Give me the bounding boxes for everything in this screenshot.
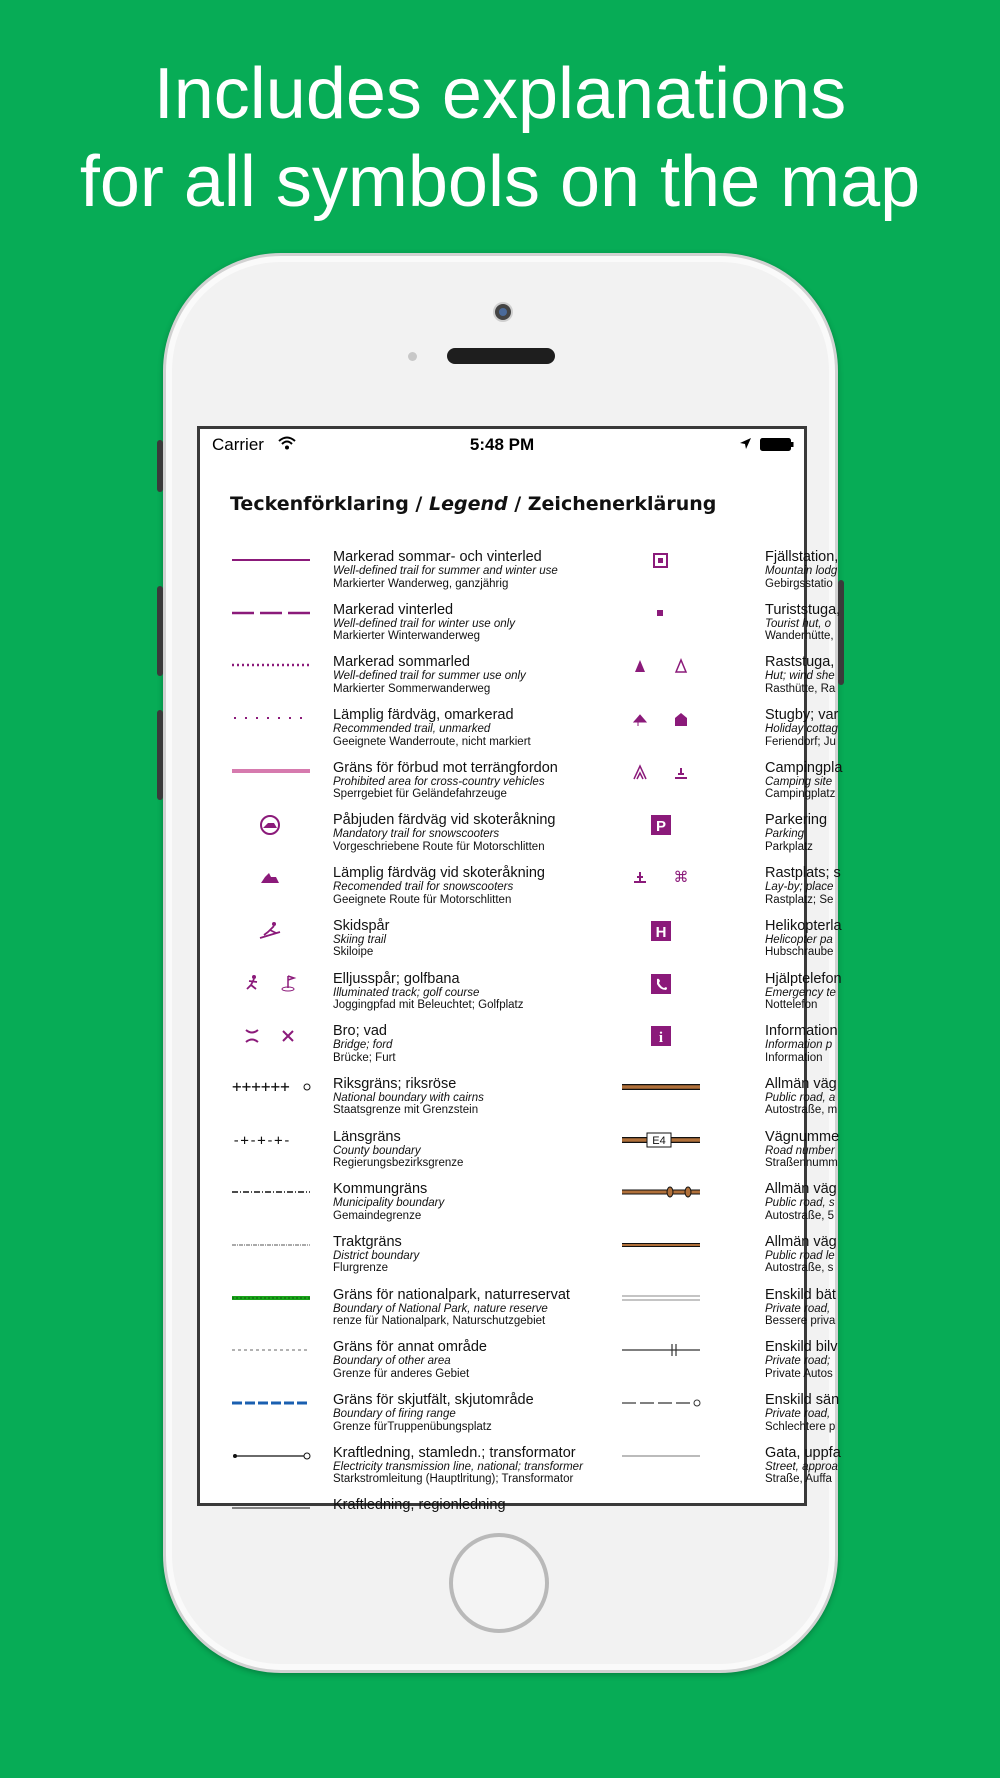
legend-label-en: Lay-by; place [765,881,834,894]
legend-label-de: Autostraße, 5 [765,1209,835,1222]
legend-row-text [765,603,965,643]
phone-screen [197,426,843,1514]
legend-label-de: Gebirgsstatio [765,577,833,590]
firing-range-line-icon [230,1395,312,1417]
legend-row-text [765,919,965,959]
legend-row-camping-icon [620,761,920,814]
legend-label-en: Well-defined trail for summer and winter use [333,565,558,577]
legend-row-runner-golf-icon [200,972,620,1025]
legend-row-text [333,919,633,959]
legend-label-sv: Helikopterla [765,917,842,934]
legend-label-de: Sperrgebiet für Geländefahrzeuge [333,788,507,801]
legend-label-en: Emergency te [765,986,836,999]
legend-row-pink-thick-line [200,761,620,814]
volume-up-button [157,586,163,676]
tourist-hut-icon [620,605,702,627]
dashed-purple-line-icon [230,605,312,627]
legend-label-en: Parking [765,828,804,841]
legend-row-dashed-purple-line [200,603,620,656]
legend-row-private-road-line [620,1288,920,1341]
legend-row-district-boundary-line [200,1235,620,1288]
legend-row-other-boundary-line [200,1340,620,1393]
legend-label-en: Helicopter pa [765,933,833,946]
legend-label-de: Rasthütte, Ra [765,682,836,695]
legend-label-en: Road number [765,1144,835,1157]
emergency-phone-icon [620,974,702,996]
legend-label-de: Flurgrenze [333,1262,388,1275]
legend-label-de: Markierter Sommerwanderweg [333,682,491,695]
legend-label-en: Hut; wind she [765,670,835,683]
bridge-ford-icon [230,1026,312,1048]
legend-row-helipad-icon [620,919,920,972]
legend-label-sv: Skidspår [333,917,390,934]
svg-text:i: i [658,1030,664,1047]
legend-row-snowscooter-circle-icon [200,813,620,866]
legend-label-de: Staatsgrenze mit Grenzstein [333,1104,479,1117]
snowscooter-circle-icon [230,815,312,837]
legend-row-snowscooter-icon [200,866,620,919]
legend-label-sv: Kraftledning, regionledning [333,1497,506,1514]
legend-label-sv: Hjälptelefon [765,970,842,987]
legend-row-text [333,1182,633,1222]
legend-label-en: National boundary with cairns [333,1091,484,1104]
legend-row-text [765,1182,965,1222]
legend-label-de: Brücke; Furt [333,1051,396,1064]
legend-label-de: Parkplatz [765,840,813,853]
legend-row-text [333,708,633,748]
legend-label-en: Holiday cottag [765,723,838,736]
legend-label-sv: Allmän väg [765,1075,837,1092]
legend-row-rest-hut-icon [620,655,920,708]
legend-label-sv: Gräns för förbud mot terrängfordon [333,759,558,776]
legend-row-text [333,1446,633,1486]
legend-row-skier-icon [200,919,620,972]
dotted-purple-line-icon [230,657,312,679]
legend-row-text [765,655,965,695]
legend-label-sv: Markerad sommarled [333,654,470,671]
legend-label-sv: Elljusspår; golfbana [333,970,460,987]
solid-purple-line-icon [230,552,312,574]
legend-row-text [333,1077,633,1117]
legend-label-en: Illuminated track; golf course [333,986,480,999]
legend-row-text [333,1024,633,1064]
legend-label-sv: Gata, uppfa [765,1444,841,1461]
legend-label-sv: Stugby; var [765,707,839,724]
legend-row-text [765,1340,965,1380]
legend-row-text [333,813,633,853]
rest-hut-icon [620,657,702,679]
skier-icon [230,921,312,943]
legend-title [230,493,716,515]
legend-row-text [765,866,965,906]
status-time: 5:48 PM [469,435,535,454]
legend-label-en: Private road, [765,1302,831,1315]
legend-label-en: County boundary [333,1144,421,1157]
legend-label-sv: Turiststuga, [765,601,841,618]
legend-label-de: Regierungsbezirksgrenze [333,1157,464,1170]
legend-label-en: Street, approa [765,1460,838,1473]
legend-row-text [765,972,965,1012]
legend-row-information-icon [620,1024,920,1077]
legend-row-text [333,761,633,801]
private-road-line-icon [620,1290,702,1312]
legend-row-emergency-phone-icon [620,972,920,1025]
svg-text:++++++: ++++++ [232,1076,290,1096]
legend-label-de: Joggingpfad mit Beleuchtet; Golfplatz [333,999,524,1011]
legend-label-en: Public road le [765,1249,835,1262]
legend-left-column [200,550,620,1551]
legend-label-de: Skiloipe [333,946,374,959]
headline-line-1: Includes explanations [153,54,847,134]
legend-row-text [765,813,965,853]
district-boundary-line-icon [230,1237,312,1259]
legend-row-text [333,1235,633,1275]
mute-switch [157,440,163,492]
legend-row-text [765,1130,965,1170]
location-arrow-icon [739,437,752,450]
legend-label-en: Boundary of other area [333,1355,451,1368]
legend-row-text [765,761,965,801]
legend-label-de: Geeignete Wanderroute, nicht markiert [333,735,531,748]
legend-row-text [333,550,633,590]
legend-label-sv: Enskild bät [765,1286,836,1303]
legend-label-sv: Information [765,1023,838,1040]
legend-row-power-line [200,1446,620,1499]
legend-row-public-road-small-line [620,1235,920,1288]
legend-label-de: Straße, Auffa [765,1473,832,1486]
legend-label-de: Starkstromleitung (Hauptlritung); Transformator [333,1473,574,1486]
private-car-road-line-icon [620,1342,702,1364]
road-number-icon [620,1132,702,1154]
legend-label-sv: Lämplig färdväg, omarkerad [333,707,514,724]
legend-label-de: Gemaindegrenze [333,1209,422,1222]
legend-label-de: Autostraße, m [765,1104,838,1117]
private-poor-road-line-icon [620,1395,702,1417]
legend-row-public-road-narrow-line [620,1182,920,1235]
legend-title-sv: Teckenförklaring / [230,493,423,515]
legend-row-text [333,1393,633,1433]
legend-label-en: Municipality boundary [333,1197,445,1210]
status-bar [200,429,804,459]
legend-label-de: Markierter Wanderweg, ganzjährig [333,577,509,590]
legend-label-en: District boundary [333,1249,420,1262]
legend-label-de: Wanderhütte, [765,630,834,643]
legend-label-sv: Campingpla [765,759,843,776]
legend-label-de: Grenze für anderes Gebiet [333,1367,470,1380]
legend-row-street-line [620,1446,920,1499]
legend-row-county-boundary-line [200,1130,620,1183]
legend-label-en: Well-defined trail for winter use only [333,617,515,630]
legend-label-de: Geeignete Route für Motorschlitten [333,893,512,906]
svg-text:⌘: ⌘ [673,868,689,887]
legend-label-de: Grenze fürTruppenübungsplatz [333,1420,492,1433]
national-boundary-line-icon [230,1076,312,1101]
snowscooter-icon [230,868,312,890]
legend-label-sv: Enskild bilv [765,1339,838,1356]
legend-label-sv: Enskild sän [765,1392,840,1408]
legend-label-de: Hubschraube [765,946,834,959]
legend-label-en: Well-defined trail for summer use only [333,670,526,683]
legend-right-column [620,550,920,1498]
legend-row-municipality-boundary-line [200,1182,620,1235]
legend-row-text [333,1130,633,1170]
headline [0,50,1000,226]
legend-label-de: Campingplatz [765,788,836,801]
proximity-sensor [408,352,417,361]
legend-label-en: Mountain lodg [765,565,838,577]
legend-row-text [765,1235,965,1275]
legend-label-en: Public road, s [765,1197,835,1210]
county-boundary-line-icon [230,1132,312,1154]
legend-title-en: Legend [428,493,508,515]
legend-row-text [333,603,633,643]
legend-row-text [765,550,965,590]
legend-title-de: / Zeichenerklärung [514,493,717,515]
legend-label-en: Tourist hut, o [765,617,832,630]
legend-label-sv: Markerad sommar- och vinterled [333,549,542,565]
legend-row-text [765,1077,965,1117]
legend-label-en: Recommended trail, unmarked [333,723,491,736]
legend-label-en: Boundary of firing range [333,1408,456,1420]
earpiece-speaker [447,348,555,364]
legend-row-park-boundary-line [200,1288,620,1341]
legend-label-sv: Kraftledning, stamledn.; transformator [333,1444,576,1461]
legend-row-bridge-ford-icon [200,1024,620,1077]
legend-label-en: Skiing trail [333,933,387,946]
legend-row-text [333,972,633,1012]
legend-label-en: Mandatory trail for snowscooters [333,828,500,841]
legend-row-firing-range-line [200,1393,620,1446]
legend-row-national-boundary-line [200,1077,620,1130]
front-camera [493,302,513,322]
legend-row-text [765,1288,965,1328]
legend-label-sv: Vägnumme [765,1128,840,1145]
legend-row-tourist-hut-icon [620,603,920,656]
legend-row-text [765,708,965,748]
legend-label-sv: Gräns för skjutfält, skjutområde [333,1392,534,1408]
legend-row-private-poor-road-line [620,1393,920,1446]
legend-row-text [765,1393,965,1433]
legend-label-sv: Raststuga, [765,654,835,671]
legend-label-sv: Allmän väg [765,1181,837,1198]
legend-row-text [333,1288,633,1328]
legend-row-mountain-station-icon [620,550,920,603]
legend-label-sv: Kommungräns [333,1181,428,1198]
legend-label-en: Private road, [765,1408,831,1420]
rest-area-icon [620,868,702,890]
legend-label-en: Prohibited area for cross-country vehicles [333,775,545,788]
volume-down-button [157,710,163,800]
legend-label-de: Private Autos [765,1367,833,1380]
svg-text:-+-+-+-: -+-+-+- [232,1132,292,1149]
svg-text:E4: E4 [652,1134,666,1147]
runner-golf-icon [230,974,312,996]
legend-label-de: Vorgeschriebene Route für Motorschlitten [333,840,545,853]
street-line-icon [620,1448,702,1470]
public-road-line-icon [620,1079,702,1101]
legend-label-en: Information p [765,1039,833,1052]
legend-row-text [765,1024,965,1064]
legend-label-en: Bridge; ford [333,1039,393,1052]
legend-label-de: Straßennumm [765,1157,838,1170]
sparse-dotted-purple-line-icon [230,710,312,732]
legend-label-sv: Gräns för annat område [333,1339,487,1356]
legend-row-rest-area-icon [620,866,920,919]
legend-row-text [333,1340,633,1380]
legend-label-de: Schlechtere p [765,1420,836,1433]
legend-row-solid-purple-line [200,550,620,603]
carrier-label: Carrier [212,435,264,454]
svg-text:H: H [655,923,667,941]
legend-row-dotted-purple-line [200,655,620,708]
legend-label-sv: Rastplats; s [765,865,841,882]
cottage-village-icon [620,710,702,732]
pink-thick-line-icon [230,763,312,785]
legend-label-de: Autostraße, s [765,1262,834,1275]
legend-label-en: Public road, a [765,1091,836,1104]
legend-row-parking-icon [620,813,920,866]
legend-label-sv: Påbjuden färdväg vid skoteråkning [333,812,556,829]
legend-label-sv: Fjällstation, [765,549,839,565]
legend-label-de: Markierter Winterwanderweg [333,630,480,643]
legend-label-sv: Riksgräns; riksröse [333,1075,457,1092]
legend-row-text [333,866,633,906]
public-road-narrow-line-icon [620,1184,702,1206]
legend-label-de: Nottelefon [765,999,818,1011]
camping-icon [620,763,702,785]
legend-label-sv: Gräns för nationalpark, naturreservat [333,1286,570,1303]
other-boundary-line-icon [230,1342,312,1364]
legend-label-sv: Allmän väg [765,1233,837,1250]
park-boundary-line-icon [230,1290,312,1312]
legend-row-text [333,1498,633,1513]
legend-label-en: Private road; [765,1355,831,1368]
legend-label-en: Boundary of National Park, nature reserve [333,1302,548,1315]
power-line-regional-icon [230,1500,312,1522]
legend-row-public-road-line [620,1077,920,1130]
legend-label-en: Camping site [765,775,833,788]
public-road-small-line-icon [620,1237,702,1259]
legend-label-de: Information [765,1051,823,1064]
parking-icon [620,815,702,837]
legend-label-sv: Parkering [765,812,828,829]
legend-label-de: Feriendorf; Ju [765,735,836,748]
legend-row-text [333,655,633,695]
legend-row-power-line-regional [200,1498,620,1551]
legend-label-de: renze für Nationalpark, Naturschutzgebiet [333,1315,546,1328]
legend-label-sv: Traktgräns [333,1233,402,1250]
legend-label-sv: Länsgräns [333,1128,401,1145]
legend-row-road-number-icon [620,1130,920,1183]
headline-line-2: for all symbols on the map [79,142,921,222]
legend-label-sv: Markerad vinterled [333,601,454,618]
legend-label-sv: Bro; vad [333,1023,387,1040]
helipad-icon [620,921,702,943]
legend-row-private-car-road-line [620,1340,920,1393]
battery-icon [760,438,794,451]
power-line-icon [230,1448,312,1470]
information-icon [620,1026,702,1048]
legend-label-en: Electricity transmission line, national; transformer [333,1460,583,1473]
legend-label-sv: Lämplig färdväg vid skoteråkning [333,865,545,882]
legend-label-de: Rastplatz; Se [765,893,834,906]
legend-label-en: Recomended trail for snowscooters [333,881,514,894]
legend-label-de: Bessere priva [765,1315,836,1328]
legend-row-cottage-village-icon [620,708,920,761]
legend-row-text [765,1446,965,1486]
svg-text:P: P [655,818,667,836]
mountain-station-icon [620,552,702,574]
municipality-boundary-line-icon [230,1184,312,1206]
legend-row-sparse-dotted-purple-line [200,708,620,761]
